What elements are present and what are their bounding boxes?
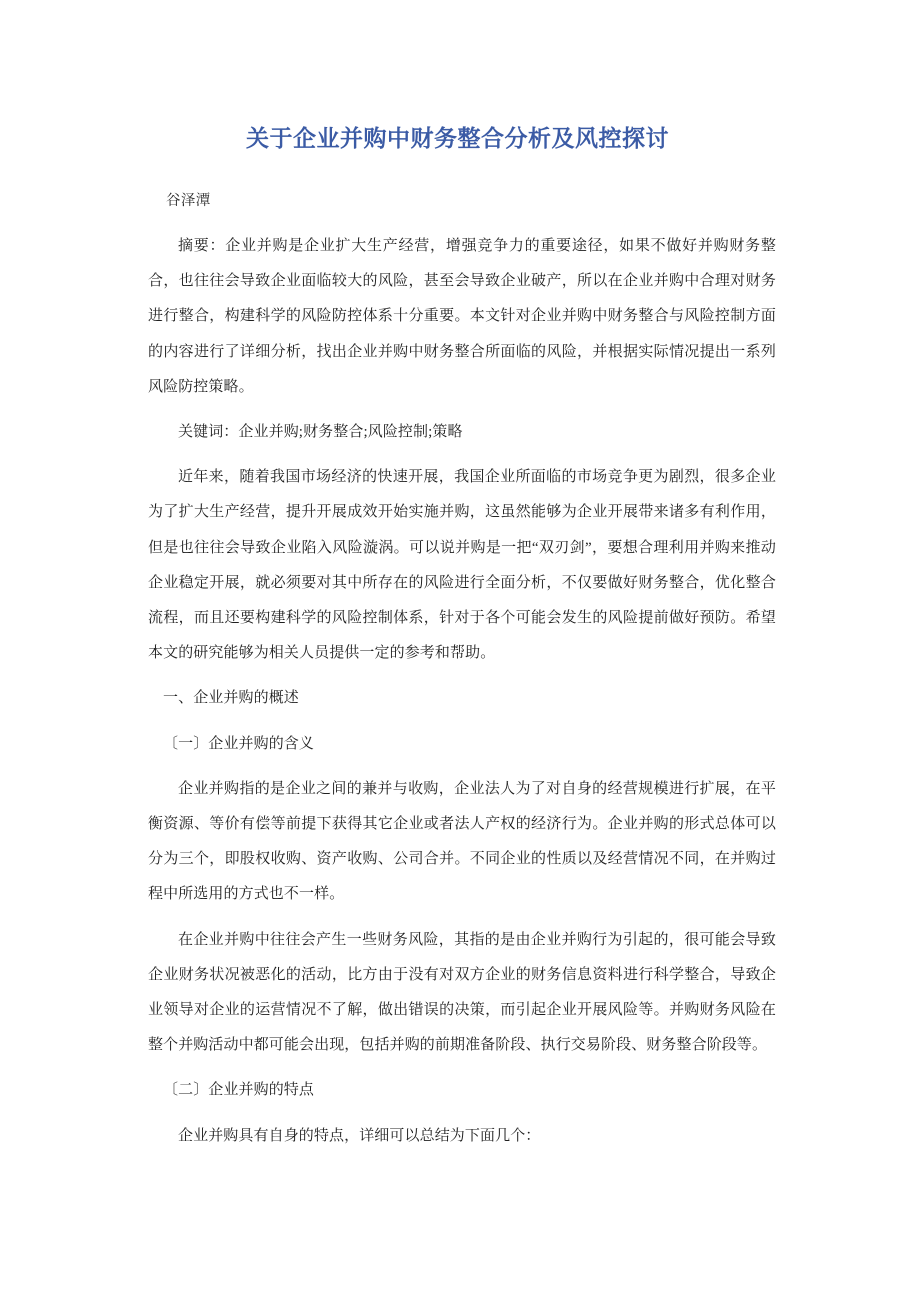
document-content xyxy=(148,0,776,1154)
subsection-heading-1-2: 〔二〕企业并购的特点 xyxy=(163,1082,315,1099)
author-name: 谷泽潭 xyxy=(166,193,211,209)
section-heading-1: 一、企业并购的概述 xyxy=(163,690,299,707)
body-paragraph-1-1-b: 在企业并购中往往会产生一些财务风险，其指的是由企业并购行为引起的，很可能会导致企业财务状况被恶化的活动，比方由于没有对双方企业的财务信息资料进行科学整合，导致企业领导对企业的运营情况不了解，做出错误的决策，而引起企业开展风险等。并购财务风险在整个并购活动中都可能会出现，包括并购的前期准备阶段、执行交易阶段、财务整合阶段等。 xyxy=(148,931,776,1054)
subsection-heading-1-1: 〔一〕企业并购的含义 xyxy=(163,735,315,752)
introduction-paragraph: 近年来，随着我国市场经济的快速开展，我国企业所面临的市场竞争更为剧烈，很多企业为了扩大生产经营，提升开展成效开始实施并购，这虽然能够为企业开展带来诸多有利作用，但是也往往会导致企业陷入风险漩涡。可以说并购是一把“双刃剑”，要想合理利用并购来推动企业稳定开展，就必须要对其中所存在的风险进行全面分析，不仅要做好财务整合，优化整合流程，而且还要构建科学的风险控制体系，针对于各个可能会发生的风险提前做好预防。希望本文的研究能够为相关人员提供一定的参考和帮助。 xyxy=(148,469,776,662)
page-title: 关于企业并购中财务整合分析及风控探讨 xyxy=(246,126,669,152)
body-paragraph-1-1-a: 企业并购指的是企业之间的兼并与收购，企业法人为了对自身的经营规模进行扩展，在平衡资源、等价有偿等前提下获得其它企业或者法人产权的经济行为。企业并购的形式总体可以分为三个，即股权收购、资产收购、公司合并。不同企业的性质以及经营情况不同，在并购过程中所选用的方式也不一样。 xyxy=(148,780,776,903)
body-paragraph-1-2-a: 企业并购具有自身的特点，详细可以总结为下面几个： xyxy=(178,1127,541,1144)
keywords-line: 关键词：企业并购;财务整合;风险控制;策略 xyxy=(178,424,463,441)
abstract-paragraph: 摘要：企业并购是企业扩大生产经营，增强竞争力的重要途径，如果不做好并购财务整合，也往往会导致企业面临较大的风险，甚至会导致企业破产，所以在企业并购中合理对财务进行整合，构建科学的风险防控体系十分重要。本文针对企业并购中财务整合与风险控制方面的内容进行了详细分析，找出企业并购中财务整合所面临的风险，并根据实际情况提出一系列风险防控策略。 xyxy=(148,238,776,395)
